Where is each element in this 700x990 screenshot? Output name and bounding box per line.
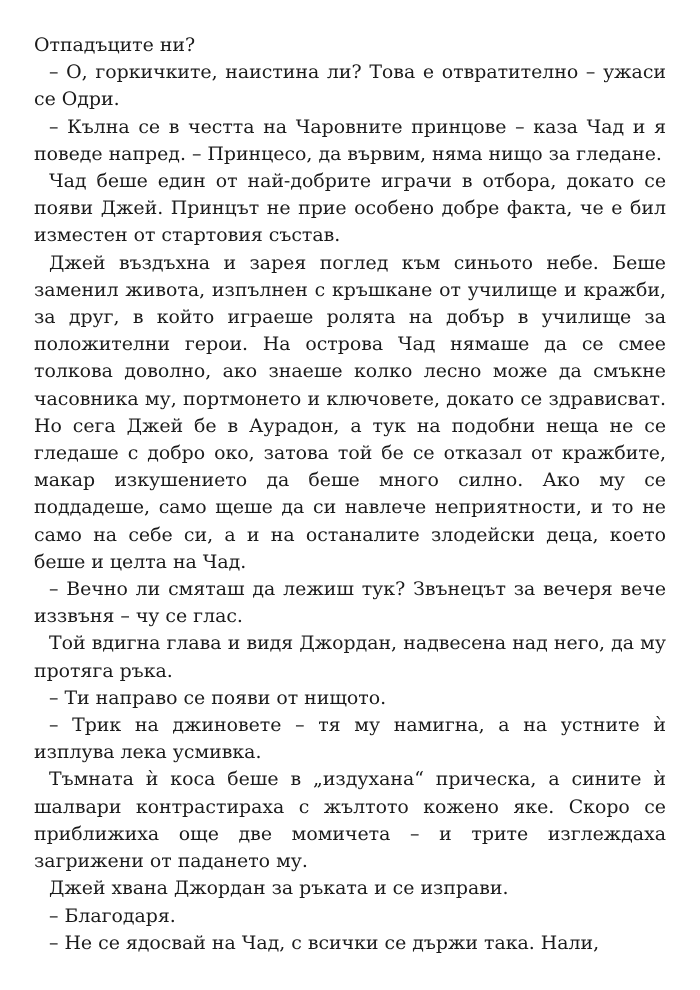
paragraph-3: – Кълна се в честта на Чаровните принцове – каза Чад и я поведе напред. – Принцесо, да вървим, няма нищо за гледане. <box>34 115 666 165</box>
paragraph-5: Джей въздъхна и зарея поглед към синьото небе. Беше заменил живота, изпълнен с кръшкане от училище и кражби, за друг, в който играеше ролята на добър в училище за положителни герои. На острова Чад нямаше да се смее толкова доволно, ако знаеше колко лесно може да смъкне часовника му, портмонето и ключовете, докато се здрависват. Но сега Джей бе в Аурадон, а тук на подобни неща не се гледаше с добро око, затова той бе се отказал от кражбите, макар изкушението да беше много силно. Ако му се поддадеше, само щеше да си навлече неприятности, и то не само на себе си, а и на останалите злодейски деца, което беше и целта на Чад. <box>34 251 666 573</box>
paragraph-1: Отпадъците ни? <box>34 34 196 56</box>
paragraph-13: – Не се ядосвай на Чад, с всички се държи така. Нали, <box>49 931 600 954</box>
paragraph-10: Тъмната ѝ коса беше в „издухана“ прическа, а сините ѝ шалвари контрастираха с жълтото кожено яке. Скоро се приближиха още две момичета – и трите изглеждаха загрижени от падането му. <box>34 768 666 873</box>
paragraph-2: – О, горкичките, наистина ли? Това е отвратително – ужаси се Одри. <box>34 61 666 111</box>
paragraph-4: Чад беше един от най-добрите играчи в отбора, докато се появи Джей. Принцът не прие особено добре факта, че е бил изместен от стартовия състав. <box>34 170 666 247</box>
paragraph-11: Джей хвана Джордан за ръката и се изправи. <box>49 877 509 900</box>
paragraph-8: – Ти направо се появи от нищото. <box>49 686 387 709</box>
paragraph-12: – Благодаря. <box>49 904 176 927</box>
paragraph-9: – Трик на джиновете – тя му намигна, а на устните ѝ изплува лека усмивка. <box>34 714 666 764</box>
paragraph-6: – Вечно ли смяташ да лежиш тук? Звънецът за вечеря вече иззвъня – чу се глас. <box>34 578 666 628</box>
paragraph-7: Той вдигна глава и видя Джордан, надвесена над него, да му протяга ръка. <box>34 632 666 682</box>
book-page <box>34 32 666 957</box>
